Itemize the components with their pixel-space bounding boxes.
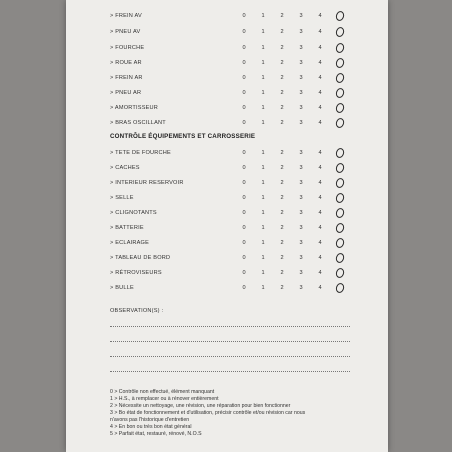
score-3: 3 bbox=[299, 90, 303, 96]
inspection-row bbox=[110, 252, 360, 264]
row-label: > TABLEAU DE BORD bbox=[110, 255, 171, 261]
handwritten-circle-mark bbox=[335, 192, 346, 204]
score-1: 1 bbox=[261, 45, 265, 51]
score-3: 3 bbox=[299, 165, 303, 171]
inspection-row bbox=[110, 102, 360, 114]
inspection-row bbox=[110, 267, 360, 279]
row-label: > AMORTISSEUR bbox=[110, 105, 159, 111]
score-1: 1 bbox=[261, 240, 265, 246]
score-1: 1 bbox=[261, 13, 265, 19]
handwritten-circle-mark bbox=[335, 207, 346, 219]
handwritten-circle-mark bbox=[335, 162, 346, 174]
score-1: 1 bbox=[261, 180, 265, 186]
score-0: 0 bbox=[242, 120, 246, 126]
score-3: 3 bbox=[299, 180, 303, 186]
row-label: > FOURCHE bbox=[110, 45, 145, 51]
handwritten-circle-mark bbox=[335, 42, 346, 54]
score-2: 2 bbox=[280, 45, 284, 51]
score-4: 4 bbox=[318, 60, 322, 66]
row-label: > BULLE bbox=[110, 285, 134, 291]
row-label: > INTERIEUR RESERVOIR bbox=[110, 180, 184, 186]
score-4: 4 bbox=[318, 29, 322, 35]
score-3: 3 bbox=[299, 270, 303, 276]
score-2: 2 bbox=[280, 150, 284, 156]
handwritten-circle-mark bbox=[335, 102, 346, 114]
inspection-row bbox=[110, 117, 360, 129]
row-label: > PNEU AV bbox=[110, 29, 141, 35]
score-1: 1 bbox=[261, 285, 265, 291]
handwritten-circle-mark bbox=[335, 267, 346, 279]
legend-line: n'avons pas l'historique d'entretien bbox=[110, 417, 190, 423]
score-2: 2 bbox=[280, 240, 284, 246]
score-0: 0 bbox=[242, 255, 246, 261]
score-3: 3 bbox=[299, 105, 303, 111]
score-1: 1 bbox=[261, 29, 265, 35]
score-1: 1 bbox=[261, 165, 265, 171]
score-4: 4 bbox=[318, 90, 322, 96]
handwritten-circle-mark bbox=[335, 10, 346, 22]
legend-line: 5 > Parfait état, restauré, rénové, N.O.S bbox=[110, 431, 202, 437]
score-2: 2 bbox=[280, 120, 284, 126]
handwritten-circle-mark bbox=[335, 252, 346, 264]
score-0: 0 bbox=[242, 13, 246, 19]
score-0: 0 bbox=[242, 75, 246, 81]
score-0: 0 bbox=[242, 240, 246, 246]
handwritten-circle-mark bbox=[335, 57, 346, 69]
observation-line bbox=[110, 356, 350, 357]
inspection-row bbox=[110, 222, 360, 234]
score-0: 0 bbox=[242, 285, 246, 291]
score-2: 2 bbox=[280, 165, 284, 171]
score-4: 4 bbox=[318, 255, 322, 261]
score-1: 1 bbox=[261, 105, 265, 111]
score-4: 4 bbox=[318, 225, 322, 231]
score-4: 4 bbox=[318, 270, 322, 276]
score-1: 1 bbox=[261, 150, 265, 156]
inspection-row bbox=[110, 72, 360, 84]
handwritten-circle-mark bbox=[335, 117, 346, 129]
score-4: 4 bbox=[318, 240, 322, 246]
row-label: > BATTERIE bbox=[110, 225, 144, 231]
score-0: 0 bbox=[242, 210, 246, 216]
inspection-row bbox=[110, 207, 360, 219]
score-0: 0 bbox=[242, 105, 246, 111]
score-4: 4 bbox=[318, 210, 322, 216]
row-label: > ROUE AR bbox=[110, 60, 142, 66]
inspection-row bbox=[110, 177, 360, 189]
inspection-row bbox=[110, 147, 360, 159]
score-2: 2 bbox=[280, 180, 284, 186]
handwritten-circle-mark bbox=[335, 282, 346, 294]
score-3: 3 bbox=[299, 255, 303, 261]
observation-line bbox=[110, 326, 350, 327]
handwritten-circle-mark bbox=[335, 177, 346, 189]
score-4: 4 bbox=[318, 105, 322, 111]
inspection-row bbox=[110, 282, 360, 294]
score-1: 1 bbox=[261, 225, 265, 231]
score-3: 3 bbox=[299, 60, 303, 66]
score-1: 1 bbox=[261, 60, 265, 66]
score-3: 3 bbox=[299, 29, 303, 35]
score-0: 0 bbox=[242, 195, 246, 201]
score-4: 4 bbox=[318, 165, 322, 171]
score-1: 1 bbox=[261, 270, 265, 276]
score-0: 0 bbox=[242, 180, 246, 186]
row-label: > FREIN AR bbox=[110, 75, 143, 81]
score-4: 4 bbox=[318, 195, 322, 201]
score-1: 1 bbox=[261, 195, 265, 201]
row-label: > BRAS OSCILLANT bbox=[110, 120, 166, 126]
score-3: 3 bbox=[299, 285, 303, 291]
row-label: > RÉTROVISEURS bbox=[110, 270, 162, 276]
inspection-row bbox=[110, 237, 360, 249]
inspection-row bbox=[110, 10, 360, 22]
score-3: 3 bbox=[299, 210, 303, 216]
score-1: 1 bbox=[261, 90, 265, 96]
handwritten-circle-mark bbox=[335, 26, 346, 38]
observation-line bbox=[110, 341, 350, 342]
handwritten-circle-mark bbox=[335, 222, 346, 234]
score-2: 2 bbox=[280, 225, 284, 231]
score-3: 3 bbox=[299, 75, 303, 81]
row-label: > PNEU AR bbox=[110, 90, 142, 96]
score-2: 2 bbox=[280, 90, 284, 96]
score-2: 2 bbox=[280, 105, 284, 111]
score-3: 3 bbox=[299, 150, 303, 156]
score-0: 0 bbox=[242, 90, 246, 96]
observations-label: OBSERVATION(S) : bbox=[110, 308, 164, 314]
score-4: 4 bbox=[318, 180, 322, 186]
score-0: 0 bbox=[242, 225, 246, 231]
score-1: 1 bbox=[261, 255, 265, 261]
inspection-sheet bbox=[66, 0, 388, 452]
inspection-row bbox=[110, 87, 360, 99]
row-label: > ECLAIRAGE bbox=[110, 240, 150, 246]
inspection-row bbox=[110, 57, 360, 69]
score-1: 1 bbox=[261, 75, 265, 81]
score-2: 2 bbox=[280, 195, 284, 201]
observation-line bbox=[110, 371, 350, 372]
score-2: 2 bbox=[280, 29, 284, 35]
score-2: 2 bbox=[280, 210, 284, 216]
inspection-row bbox=[110, 162, 360, 174]
score-0: 0 bbox=[242, 150, 246, 156]
inspection-row bbox=[110, 26, 360, 38]
legend-line: 1 > H.S., à remplacer ou à rénover entièrement bbox=[110, 396, 219, 402]
score-3: 3 bbox=[299, 195, 303, 201]
score-4: 4 bbox=[318, 13, 322, 19]
legend-line: 2 > Nécessite un nettoyage, une révision, une réparation pour bien fonctionner bbox=[110, 403, 291, 409]
score-0: 0 bbox=[242, 165, 246, 171]
handwritten-circle-mark bbox=[335, 72, 346, 84]
row-label: > FREIN AV bbox=[110, 13, 142, 19]
section-title: CONTRÔLE ÉQUIPEMENTS ET CARROSSERIE bbox=[110, 133, 256, 140]
score-3: 3 bbox=[299, 13, 303, 19]
score-4: 4 bbox=[318, 285, 322, 291]
score-4: 4 bbox=[318, 45, 322, 51]
score-2: 2 bbox=[280, 75, 284, 81]
score-0: 0 bbox=[242, 45, 246, 51]
score-0: 0 bbox=[242, 270, 246, 276]
inspection-row bbox=[110, 42, 360, 54]
legend-line: 4 > En bon ou très bon état général bbox=[110, 424, 192, 430]
row-label: > CACHES bbox=[110, 165, 140, 171]
score-2: 2 bbox=[280, 255, 284, 261]
score-2: 2 bbox=[280, 13, 284, 19]
handwritten-circle-mark bbox=[335, 147, 346, 159]
score-1: 1 bbox=[261, 120, 265, 126]
score-0: 0 bbox=[242, 29, 246, 35]
score-0: 0 bbox=[242, 60, 246, 66]
handwritten-circle-mark bbox=[335, 237, 346, 249]
score-2: 2 bbox=[280, 60, 284, 66]
inspection-row bbox=[110, 192, 360, 204]
legend-line: 0 > Contrôle non effectué, élément manquant bbox=[110, 389, 215, 395]
handwritten-circle-mark bbox=[335, 87, 346, 99]
score-3: 3 bbox=[299, 45, 303, 51]
legend-line: 3 > Bo état de fonctionnement et d'utilisation, précisir contrôle et/ou révision car nous bbox=[110, 410, 306, 416]
score-4: 4 bbox=[318, 120, 322, 126]
score-2: 2 bbox=[280, 270, 284, 276]
score-4: 4 bbox=[318, 75, 322, 81]
score-2: 2 bbox=[280, 285, 284, 291]
row-label: > TETE DE FOURCHE bbox=[110, 150, 171, 156]
score-1: 1 bbox=[261, 210, 265, 216]
score-3: 3 bbox=[299, 240, 303, 246]
score-3: 3 bbox=[299, 225, 303, 231]
row-label: > CLIGNOTANTS bbox=[110, 210, 157, 216]
score-4: 4 bbox=[318, 150, 322, 156]
score-3: 3 bbox=[299, 120, 303, 126]
row-label: > SELLE bbox=[110, 195, 134, 201]
